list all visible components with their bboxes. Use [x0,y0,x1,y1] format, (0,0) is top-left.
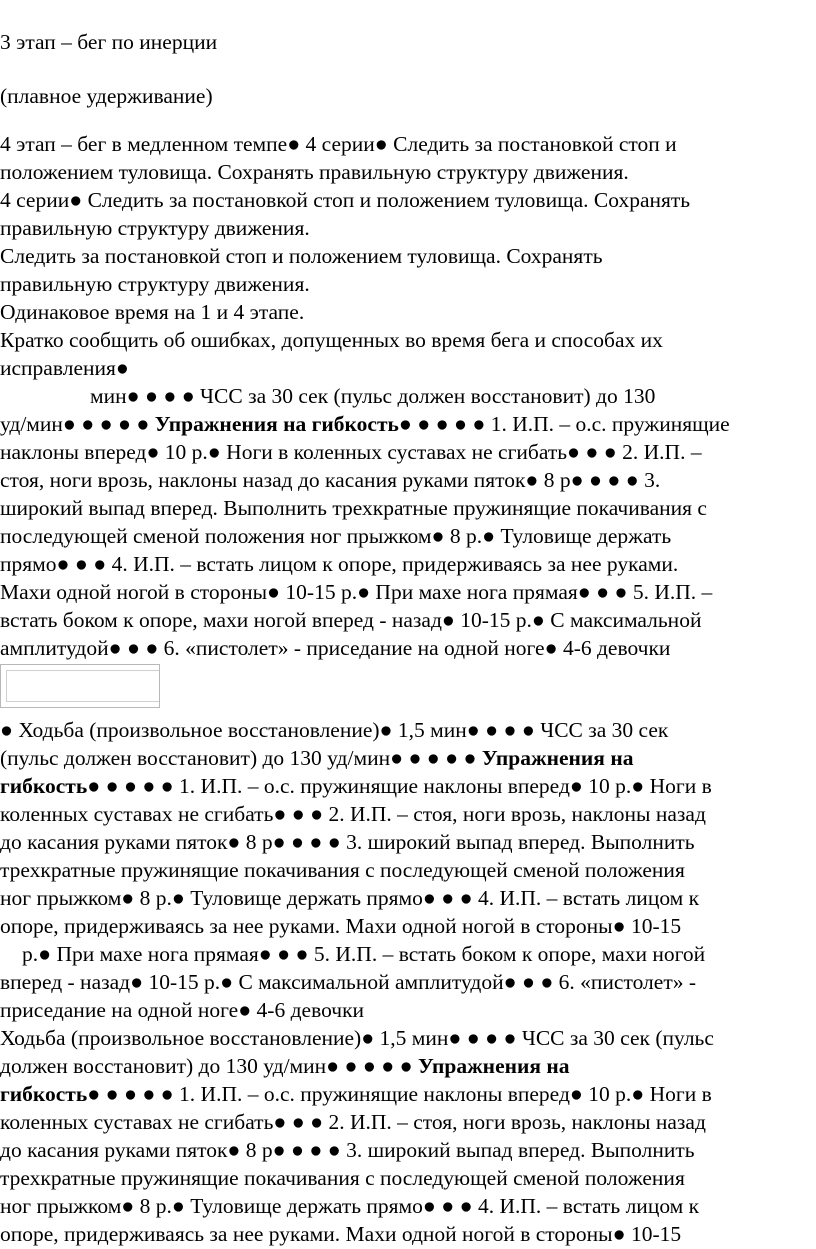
stage-3-note: (плавное удерживание) [0,84,213,108]
text-line: до касания руками пяток● 8 р● ● ● ● 3. широкий выпад вперед. Выполнить [0,830,695,854]
text-line: ног прыжком● 8 р.● Туловище держать прямо● ● ● 4. И.П. – встать лицом к [0,886,700,910]
flexibility-heading: Упражнения на гибкость [154,412,399,436]
text-line: коленных суставах не сгибать● ● ● 2. И.П. – стоя, ноги врозь, наклоны назад [0,1110,706,1134]
text-line: трехкратные пружинящие покачивания с последующей сменой положения [0,858,685,882]
text-line: Ходьба (произвольное восстановление)● 1,5 мин● ● ● ● ЧСС за 30 сек (пульс [0,1026,714,1050]
text-line: ног прыжком● 8 р.● Туловище держать прямо● ● ● 4. И.П. – встать лицом к [0,1194,700,1218]
text-line: встать боком к опоре, махи ногой вперед - назад● 10-15 р.● С максимальной [0,608,702,632]
text-line: ● Ходьба (произвольное восстановление)● 1,5 мин● ● ● ● ЧСС за 30 сек [0,718,669,742]
text-line: правильную структуру движения. [0,216,310,240]
text-line: положением туловища. Сохранять правильную структуру движения. [0,160,629,184]
text-line: трехкратные пружинящие покачивания с последующей сменой положения [0,1166,685,1190]
text-line: коленных суставах не сгибать● ● ● 2. И.П. – стоя, ноги врозь, наклоны назад [0,802,706,826]
text-line [0,772,712,800]
text-line: стоя, ноги врозь, наклоны назад до касания руками пяток● 8 р● ● ● ● 3. [0,468,661,492]
text-line: Следить за постановкой стоп и положением туловища. Сохранять [0,244,603,268]
text-line: приседание на одной ноге● 4-6 девочки [0,998,365,1022]
text-line: Кратко сообщить об ошибках, допущенных во время бега и способах их [0,328,663,352]
embedded-frame [0,664,160,708]
text-span: ● ● ● ● ● 1. И.П. – о.с. пружинящие [398,412,730,436]
text-line: опоре, придерживаясь за нее руками. Махи одной ногой в стороны● 10-15 [0,914,682,938]
text-line: 4 этап – бег в медленном темпе● 4 серии● Следить за постановкой стоп и [0,132,677,156]
flexibility-heading: Упражнения на [481,746,634,770]
text-line: амплитудой● ● ● 6. «пистолет» - приседание на одной ноге● 4-6 девочки [0,636,671,660]
text-span: уд/мин● ● ● ● ● [0,412,150,436]
text-line: р.● При махе нога прямая● ● ● 5. И.П. – встать боком к опоре, махи ногой [22,942,706,966]
stage-3-heading: 3 этап – бег по инерции [0,30,218,54]
text-span: должен восстановит) до 130 уд/мин● ● ● ● ● [0,1054,413,1078]
text-line: Махи одной ногой в стороны● 10-15 р.● При махе нога прямая● ● ● 5. И.П. – [0,580,713,604]
text-line [0,410,730,438]
text-line: наклоны вперед● 10 р.● Ноги в коленных суставах не сгибать● ● ● 2. И.П. – [0,440,702,464]
text-line [0,744,633,772]
text-line: до касания руками пяток● 8 р● ● ● ● 3. широкий выпад вперед. Выполнить [0,1138,695,1162]
flexibility-heading: Упражнения на [417,1054,570,1078]
text-line [0,1052,570,1080]
text-line: вперед - назад● 10-15 р.● С максимальной амплитудой● ● ● 6. «пистолет» - [0,970,697,994]
text-line: прямо● ● ● 4. И.П. – встать лицом к опоре, придерживаясь за нее руками. [0,552,679,576]
text-line: последующей сменой положения ног прыжком● 8 р.● Туловище держать [0,524,672,548]
text-line: 4 серии● Следить за постановкой стоп и положением туловища. Сохранять [0,188,691,212]
text-line: исправления● [0,356,129,380]
text-line [0,1080,712,1108]
text-line: Одинаковое время на 1 и 4 этапе. [0,300,305,324]
text-line: опоре, придерживаясь за нее руками. Махи одной ногой в стороны● 10-15 [0,1222,682,1246]
text-span: ● ● ● ● ● 1. И.П. – о.с. пружинящие наклоны вперед● 10 р.● Ноги в [87,774,712,798]
text-line: правильную структуру движения. [0,272,310,296]
text-span: ● ● ● ● ● 1. И.П. – о.с. пружинящие наклоны вперед● 10 р.● Ноги в [87,1082,712,1106]
text-line: мин● ● ● ● ЧСС за 30 сек (пульс должен восстановит) до 130 [90,384,656,408]
flexibility-heading: гибкость [0,774,88,798]
flexibility-heading: гибкость [0,1082,88,1106]
text-line: широкий выпад вперед. Выполнить трехкратные пружинящие покачивания с [0,496,707,520]
text-span: (пульс должен восстановит) до 130 уд/мин● ● ● ● ● [0,746,477,770]
